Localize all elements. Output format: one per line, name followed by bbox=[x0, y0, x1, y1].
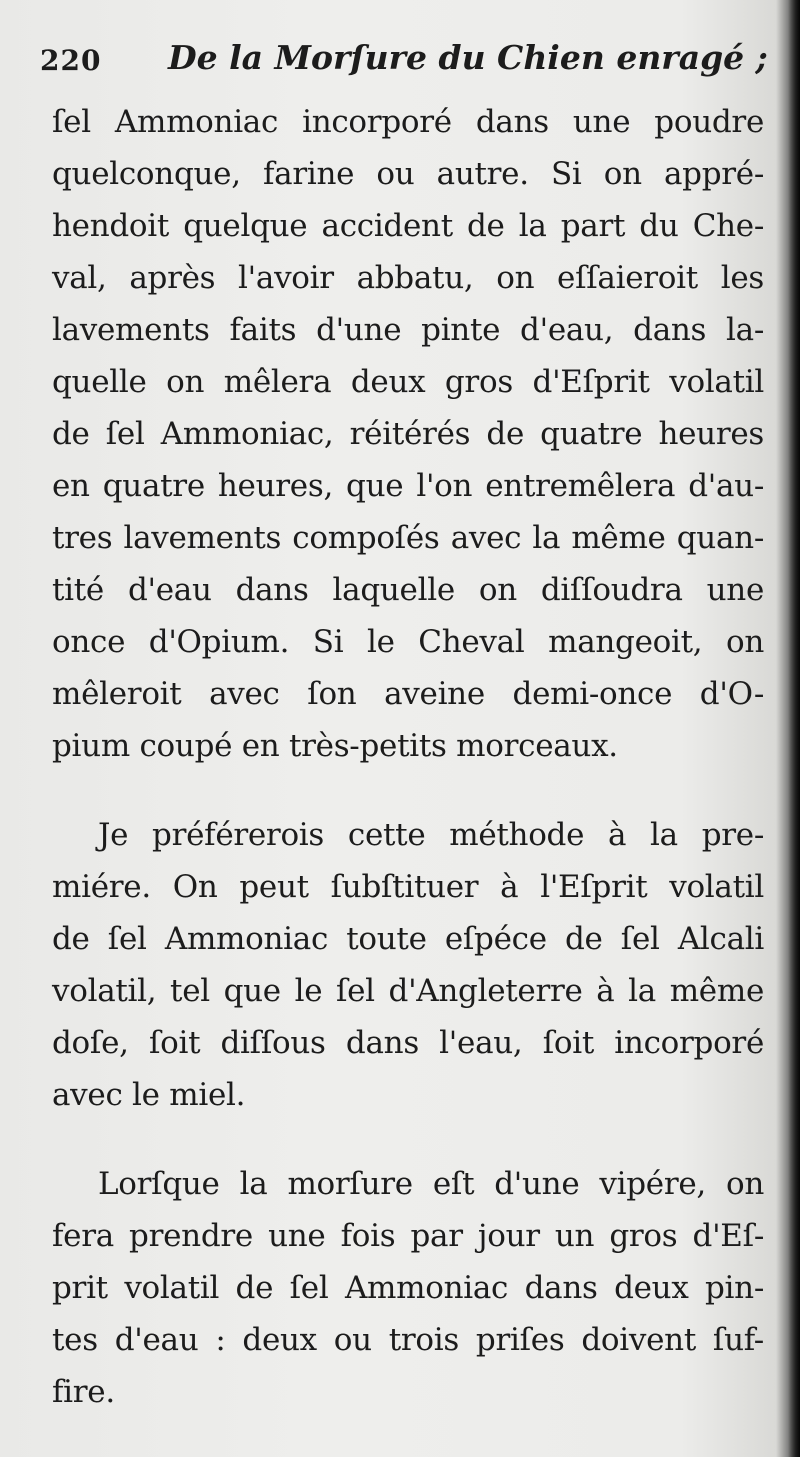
text-line: tité d'eau dans laquelle on diſſoudra une bbox=[52, 572, 764, 608]
body-text bbox=[52, 96, 764, 1418]
text-line: ſel Ammoniac incorporé dans une poudre bbox=[52, 104, 764, 140]
text-line: hendoit quelque accident de la part du Che- bbox=[52, 208, 764, 244]
text-line: avec le miel. bbox=[52, 1077, 246, 1113]
text-line: lavements faits d'une pinte d'eau, dans la- bbox=[52, 312, 764, 348]
paragraph-gap bbox=[52, 1121, 764, 1158]
paragraph-2 bbox=[52, 809, 764, 1121]
text-line: doſe, ſoit diſſous dans l'eau, ſoit incorporé bbox=[52, 1025, 764, 1061]
text-line: tres lavements compoſés avec la même quan- bbox=[52, 520, 764, 556]
text-line: Lorſque la morſure eſt d'une vipére, on bbox=[98, 1166, 764, 1202]
text-line: val, après l'avoir abbatu, on eſſaieroit les bbox=[52, 260, 764, 296]
text-line: pium coupé en très-petits morceaux. bbox=[52, 728, 618, 764]
text-line: quelle on mêlera deux gros d'Eſprit volatil bbox=[52, 364, 764, 400]
text-line: once d'Opium. Si le Cheval mangeoit, on bbox=[52, 624, 764, 660]
paragraph-3 bbox=[52, 1158, 764, 1418]
page-edge-shadow bbox=[788, 0, 800, 1457]
text-line: Je préférerois cette méthode à la pre- bbox=[98, 817, 764, 853]
text-line: volatil, tel que le ſel d'Angleterre à la même bbox=[52, 973, 764, 1009]
page-header bbox=[36, 38, 768, 88]
paragraph-1 bbox=[52, 96, 764, 772]
text-line: prit volatil de ſel Ammoniac dans deux pin- bbox=[52, 1270, 764, 1306]
text-line: fire. bbox=[52, 1374, 115, 1410]
text-line: mêleroit avec ſon aveine demi-once d'O- bbox=[52, 676, 764, 712]
text-line: de ſel Ammoniac, réitérés de quatre heures bbox=[52, 416, 764, 452]
text-line: fera prendre une fois par jour un gros d'Eſ- bbox=[52, 1218, 764, 1254]
paragraph-gap bbox=[52, 772, 764, 809]
running-title: De la Morſure du Chien enragé ; bbox=[168, 38, 768, 77]
text-line: tes d'eau : deux ou trois priſes doivent ſuf- bbox=[52, 1322, 764, 1358]
text-line: quelconque, farine ou autre. Si on appré- bbox=[52, 156, 764, 192]
text-line: en quatre heures, que l'on entremêlera d'au- bbox=[52, 468, 764, 504]
page-number: 220 bbox=[40, 44, 102, 77]
text-line: de ſel Ammoniac toute eſpéce de ſel Alcali bbox=[52, 921, 764, 957]
text-line: miére. On peut ſubſtituer à l'Eſprit volatil bbox=[52, 869, 764, 905]
